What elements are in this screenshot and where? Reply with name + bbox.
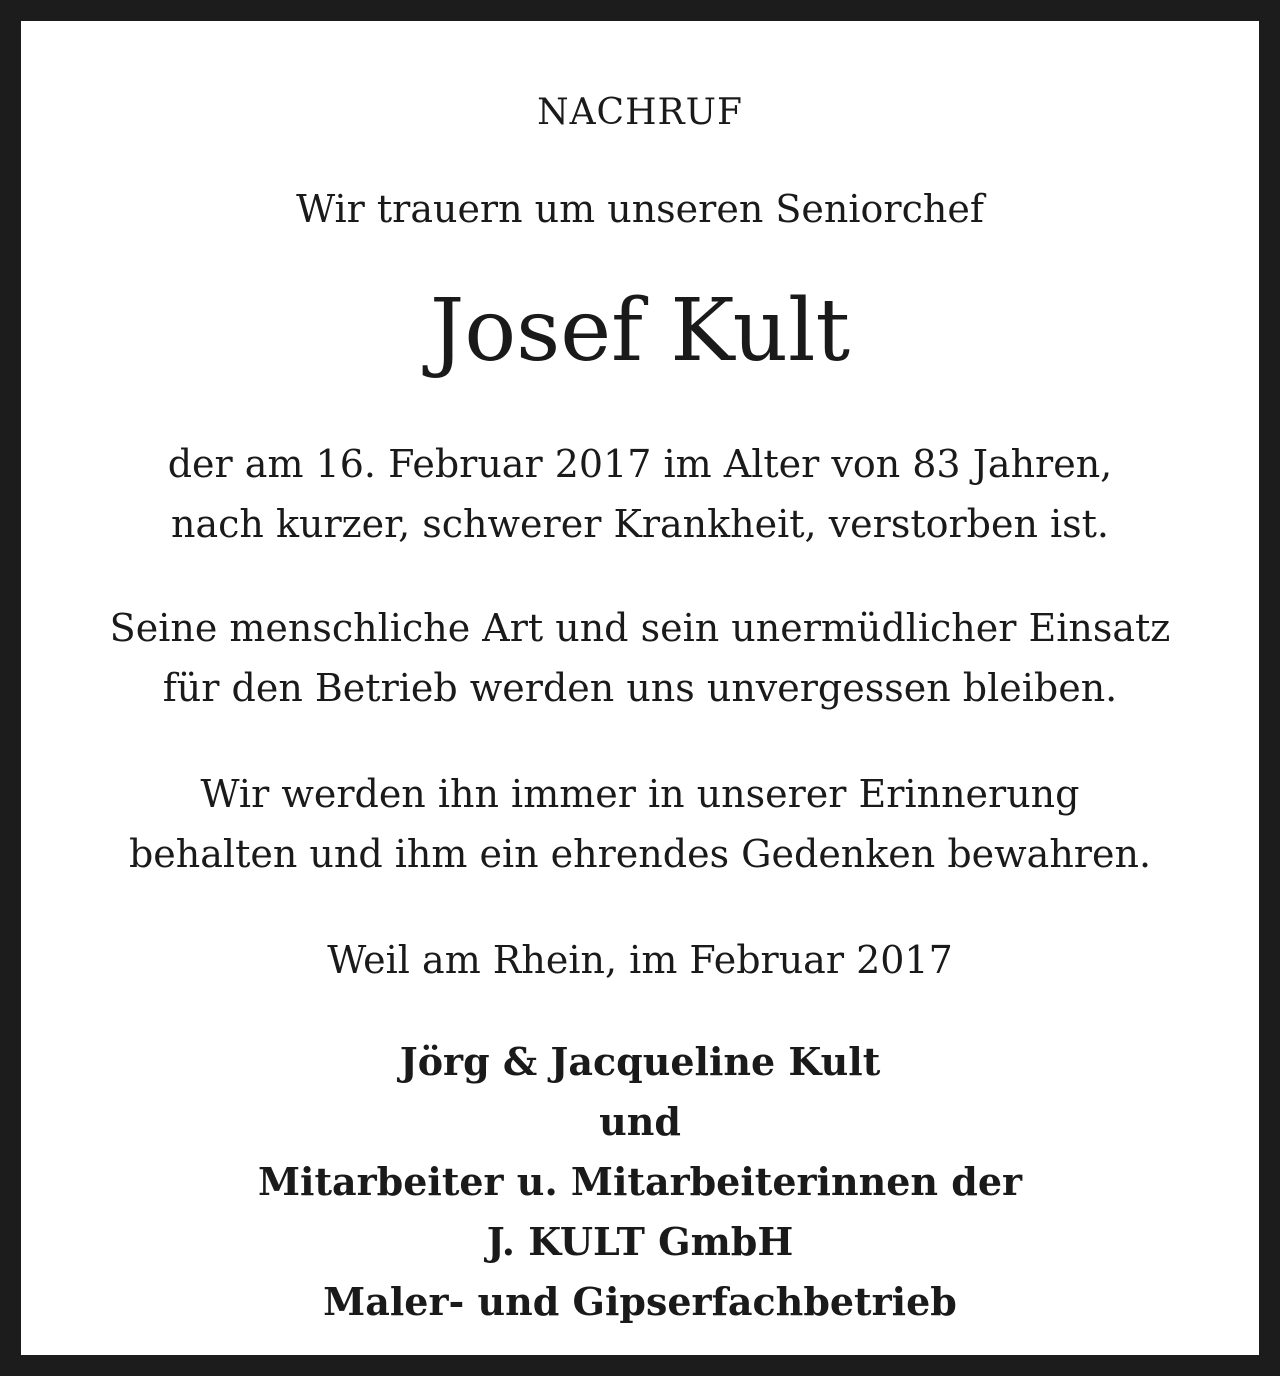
remembrance-paragraph: [42, 764, 1238, 884]
paragraph-line: der am 16. Februar 2017 im Alter von 83 Jahren,: [167, 442, 1113, 486]
company-description: Maler- und Gipserfachbetrieb: [323, 1279, 957, 1324]
paragraph-line: behalten und ihm ein ehrendes Gedenken bewahren.: [128, 832, 1152, 876]
paragraph-line: Wir werden ihn immer in unserer Erinnerung: [200, 772, 1080, 816]
paragraph-line: Seine menschliche Art und sein unermüdlicher Einsatz: [109, 606, 1171, 650]
tribute-paragraph: [42, 598, 1238, 718]
signer-line: Jörg & Jacqueline Kult: [399, 1039, 881, 1084]
deceased-name: Josef Kult: [429, 281, 851, 381]
obituary-heading: NACHRUF: [537, 92, 743, 133]
paragraph-line: für den Betrieb werden uns unvergessen bleiben.: [162, 666, 1118, 710]
signer-line: Mitarbeiter u. Mitarbeiterinnen der: [257, 1159, 1023, 1204]
signer-line: und: [599, 1099, 681, 1144]
company-name: J. KULT GmbH: [486, 1219, 794, 1264]
place-date: Weil am Rhein, im Februar 2017: [327, 938, 953, 982]
death-details-paragraph: [42, 434, 1238, 554]
obituary-content: [42, 42, 1238, 1334]
intro-text: Wir trauern um unseren Seniorchef: [296, 187, 984, 231]
signers-block: [42, 1032, 1238, 1332]
paragraph-line: nach kurzer, schwerer Krankheit, verstorben ist.: [170, 502, 1109, 546]
